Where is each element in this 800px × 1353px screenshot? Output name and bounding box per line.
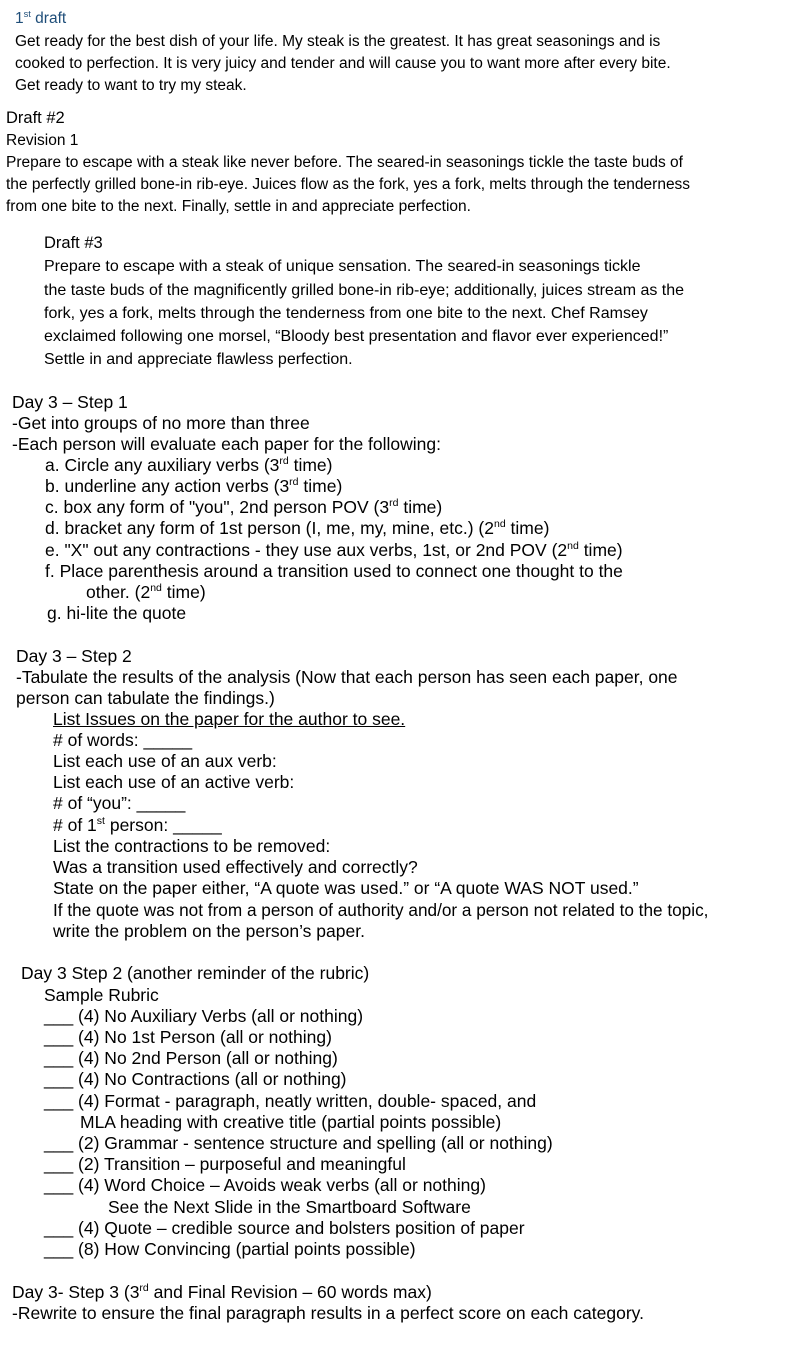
draft-2-line: the perfectly grilled bone-in rib-eye. Juices flow as the fork, yes a fork, melts through the tenderness xyxy=(6,176,691,193)
step-2-line: List each use of an active verb: xyxy=(53,772,295,792)
step-2-line: Was a transition used effectively and correctly? xyxy=(53,857,418,877)
step-2-line: State on the paper either, “A quote was used.” or “A quote WAS NOT used.” xyxy=(53,878,639,898)
step-1-item: d. bracket any form of 1st person (I, me, my, mine, etc.) (2nd time) xyxy=(45,518,550,538)
step-1-item-continuation: other. (2nd time) xyxy=(86,582,206,602)
step-1-item: e. "X" out any contractions - they use aux verbs, 1st, or 2nd POV (2nd time) xyxy=(45,540,623,560)
step-1-intro: -Get into groups of no more than three xyxy=(12,413,310,433)
draft-3-line: Prepare to escape with a steak of unique sensation. The seared-in seasonings tickle xyxy=(44,258,641,275)
draft-2-title: Draft #2 xyxy=(6,109,65,127)
step-3-line: -Rewrite to ensure the final paragraph results in a perfect score on each category. xyxy=(12,1303,644,1323)
draft-1-heading: 1st draft xyxy=(15,8,67,27)
rubric-item: ___ (4) Format - paragraph, neatly written, double- spaced, and xyxy=(44,1091,537,1111)
step-1-item: c. box any form of "you", 2nd person POV (3rd time) xyxy=(45,497,443,517)
rubric-item: ___ (4) No 1st Person (all or nothing) xyxy=(44,1027,332,1047)
step-1-intro: -Each person will evaluate each paper for the following: xyxy=(12,434,441,454)
rubric-item-continuation: See the Next Slide in the Smartboard Software xyxy=(108,1197,471,1217)
draft-1-line: Get ready to want to try my steak. xyxy=(15,77,247,94)
draft-1-line: cooked to perfection. It is very juicy and tender and will cause you to want more after every bite. xyxy=(15,55,671,72)
draft-2-subtitle: Revision 1 xyxy=(6,132,79,149)
rubric-item: ___ (4) No Contractions (all or nothing) xyxy=(44,1069,347,1089)
rubric-item: ___ (8) How Convincing (partial points possible) xyxy=(44,1239,416,1259)
step-2-list-heading: List Issues on the paper for the author to see. xyxy=(53,709,406,729)
step-2-intro: -Tabulate the results of the analysis (Now that each person has seen each paper, one xyxy=(16,667,678,687)
step-2-line: # of 1st person: _____ xyxy=(53,815,222,835)
step-3-title: Day 3- Step 3 (3rd and Final Revision – 60 words max) xyxy=(12,1282,432,1302)
step-2-line: If the quote was not from a person of authority and/or a person not related to the topic, xyxy=(53,900,709,920)
rubric-item-continuation: MLA heading with creative title (partial points possible) xyxy=(80,1112,502,1132)
step-1-item: b. underline any action verbs (3rd time) xyxy=(45,476,343,496)
step-1-item: g. hi-lite the quote xyxy=(47,603,187,623)
step-2-title: Day 3 – Step 2 xyxy=(16,646,132,666)
step-2-line: # of “you”: _____ xyxy=(53,793,186,813)
rubric-item: ___ (4) Word Choice – Avoids weak verbs (all or nothing) xyxy=(44,1175,486,1195)
draft-3-line: the taste buds of the magnificently grilled bone-in rib-eye; additionally, juices stream as the xyxy=(44,282,685,299)
draft-2-line: Prepare to escape with a steak like never before. The seared-in seasonings tickle the taste buds of xyxy=(6,154,683,171)
step-1-title: Day 3 – Step 1 xyxy=(12,392,128,412)
rubric-item: ___ (4) No 2nd Person (all or nothing) xyxy=(44,1048,338,1068)
rubric-item: ___ (2) Transition – purposeful and meaningful xyxy=(44,1154,406,1174)
draft-3-line: exclaimed following one morsel, “Bloody best presentation and flavor ever experienced!” xyxy=(44,328,669,345)
step-2-line: write the problem on the person’s paper. xyxy=(53,921,365,941)
rubric-title: Day 3 Step 2 (another reminder of the rubric) xyxy=(21,963,370,983)
step-1-item: a. Circle any auxiliary verbs (3rd time) xyxy=(45,455,333,475)
step-2-intro: person can tabulate the findings.) xyxy=(16,688,275,708)
draft-3-title: Draft #3 xyxy=(44,234,103,252)
step-2-line: # of words: _____ xyxy=(53,730,193,750)
draft-3-line: fork, yes a fork, melts through the tenderness from one bite to the next. Chef Ramsey xyxy=(44,305,648,322)
draft-1-line: Get ready for the best dish of your life. My steak is the greatest. It has great seasonings and is xyxy=(15,33,661,50)
draft-2-line: from one bite to the next. Finally, settle in and appreciate perfection. xyxy=(6,198,471,215)
rubric-item: ___ (2) Grammar - sentence structure and spelling (all or nothing) xyxy=(44,1133,553,1153)
step-2-line: List the contractions to be removed: xyxy=(53,836,331,856)
step-2-line: List each use of an aux verb: xyxy=(53,751,277,771)
rubric-item: ___ (4) Quote – credible source and bolsters position of paper xyxy=(44,1218,525,1238)
rubric-item: ___ (4) No Auxiliary Verbs (all or nothing) xyxy=(44,1006,364,1026)
rubric-subtitle: Sample Rubric xyxy=(44,985,159,1005)
step-1-item: f. Place parenthesis around a transition used to connect one thought to the xyxy=(45,561,623,581)
draft-3-line: Settle in and appreciate flawless perfection. xyxy=(44,351,353,368)
